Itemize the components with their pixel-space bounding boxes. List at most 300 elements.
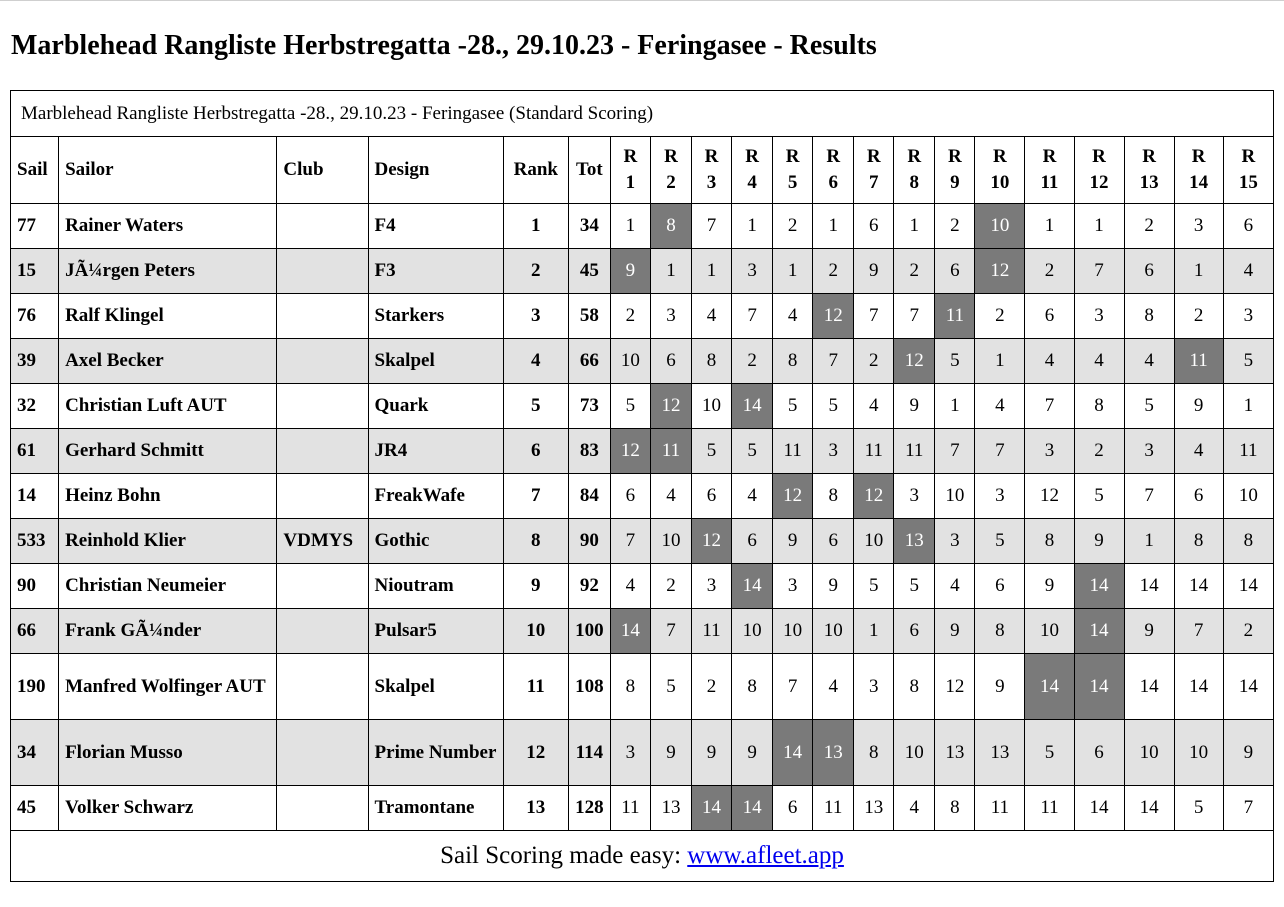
race-score-cell: 6 xyxy=(894,609,935,654)
race-score-cell: 4 xyxy=(854,384,894,429)
race-score-cell: 6 xyxy=(935,249,975,294)
race-score-cell: 11 xyxy=(610,786,650,831)
header-race-prefix: R xyxy=(826,146,841,167)
race-score-cell: 14 xyxy=(773,720,813,786)
race-score-cell: 8 xyxy=(935,786,975,831)
race-score-cell: 2 xyxy=(692,654,732,720)
table-row xyxy=(11,294,1274,339)
race-score-cell: 8 xyxy=(854,720,894,786)
sail-cell: 190 xyxy=(11,654,59,720)
race-score-cell: 3 xyxy=(1174,204,1223,249)
race-score-cell: 12 xyxy=(854,474,894,519)
header-race-prefix: R xyxy=(623,146,638,167)
footer-text: Sail Scoring made easy: xyxy=(440,842,688,869)
header-race-prefix: R xyxy=(745,146,759,167)
race-score-cell: 6 xyxy=(1124,249,1174,294)
race-score-cell: 9 xyxy=(1174,384,1223,429)
sail-cell: 15 xyxy=(11,249,59,294)
race-score-cell: 14 xyxy=(692,786,732,831)
race-score-cell: 4 xyxy=(1223,249,1273,294)
header-design: Design xyxy=(368,137,503,204)
race-score-cell: 5 xyxy=(975,519,1025,564)
table-row xyxy=(11,564,1274,609)
club-cell xyxy=(277,474,368,519)
header-race-14 xyxy=(1174,137,1223,204)
race-score-cell: 5 xyxy=(1124,384,1174,429)
race-score-cell: 12 xyxy=(1025,474,1074,519)
race-score-cell: 9 xyxy=(813,564,854,609)
header-race-prefix: R xyxy=(704,146,719,167)
race-score-cell: 1 xyxy=(692,249,732,294)
rank-cell: 4 xyxy=(503,339,568,384)
race-score-cell: 1 xyxy=(773,249,813,294)
race-score-cell: 1 xyxy=(650,249,691,294)
header-race-number: 4 xyxy=(747,172,757,193)
race-score-cell: 10 xyxy=(1174,720,1223,786)
race-score-cell: 8 xyxy=(1223,519,1273,564)
header-race-prefix: R xyxy=(1042,146,1057,167)
design-cell: Pulsar5 xyxy=(368,609,503,654)
race-score-cell: 13 xyxy=(650,786,691,831)
race-score-cell: 13 xyxy=(813,720,854,786)
race-score-cell: 12 xyxy=(975,249,1025,294)
tot-cell: 100 xyxy=(568,609,610,654)
race-score-cell: 14 xyxy=(732,564,773,609)
table-row xyxy=(11,720,1274,786)
header-race-number: 9 xyxy=(950,172,960,193)
race-score-cell: 6 xyxy=(1223,204,1273,249)
rank-cell: 10 xyxy=(503,609,568,654)
header-race-prefix: R xyxy=(1241,146,1256,167)
race-score-cell: 2 xyxy=(1124,204,1174,249)
race-score-cell: 8 xyxy=(773,339,813,384)
race-score-cell: 10 xyxy=(1223,474,1273,519)
race-score-cell: 12 xyxy=(610,429,650,474)
design-cell: JR4 xyxy=(368,429,503,474)
race-score-cell: 10 xyxy=(813,609,854,654)
afleet-link[interactable]: www.afleet.app xyxy=(687,842,844,869)
rank-cell: 11 xyxy=(503,654,568,720)
race-score-cell: 5 xyxy=(935,339,975,384)
race-score-cell: 3 xyxy=(894,474,935,519)
sail-cell: 76 xyxy=(11,294,59,339)
rank-cell: 8 xyxy=(503,519,568,564)
race-score-cell: 11 xyxy=(773,429,813,474)
race-score-cell: 4 xyxy=(692,294,732,339)
club-cell: VDMYS xyxy=(277,519,368,564)
race-score-cell: 11 xyxy=(935,294,975,339)
sail-cell: 61 xyxy=(11,429,59,474)
race-score-cell: 1 xyxy=(854,609,894,654)
race-score-cell: 3 xyxy=(1025,429,1074,474)
race-score-cell: 3 xyxy=(975,474,1025,519)
race-score-cell: 7 xyxy=(894,294,935,339)
race-score-cell: 10 xyxy=(854,519,894,564)
race-score-cell: 2 xyxy=(894,249,935,294)
rank-cell: 13 xyxy=(503,786,568,831)
race-score-cell: 5 xyxy=(773,384,813,429)
race-score-cell: 5 xyxy=(610,384,650,429)
race-score-cell: 8 xyxy=(1174,519,1223,564)
club-cell xyxy=(277,384,368,429)
race-score-cell: 8 xyxy=(813,474,854,519)
sail-cell: 34 xyxy=(11,720,59,786)
race-score-cell: 6 xyxy=(1025,294,1074,339)
race-score-cell: 3 xyxy=(732,249,773,294)
race-score-cell: 6 xyxy=(650,339,691,384)
race-score-cell: 14 xyxy=(1074,786,1124,831)
table-row xyxy=(11,249,1274,294)
page-title: Marblehead Rangliste Herbstregatta -28., 29.10.23 - Feringasee - Results xyxy=(11,30,877,61)
sailor-cell: Heinz Bohn xyxy=(59,474,277,519)
sailor-cell: Gerhard Schmitt xyxy=(59,429,277,474)
header-race-prefix: R xyxy=(1092,146,1106,167)
header-race-number: 15 xyxy=(1238,172,1258,193)
header-race-number: 10 xyxy=(990,172,1010,193)
race-score-cell: 5 xyxy=(894,564,935,609)
race-score-cell: 10 xyxy=(650,519,691,564)
header-race-number: 7 xyxy=(868,172,879,193)
header-race-prefix: R xyxy=(866,146,881,167)
race-score-cell: 6 xyxy=(975,564,1025,609)
header-race-number: 1 xyxy=(625,172,636,193)
race-score-cell: 10 xyxy=(975,204,1025,249)
race-score-cell: 14 xyxy=(1074,609,1124,654)
race-score-cell: 4 xyxy=(894,786,935,831)
race-score-cell: 7 xyxy=(650,609,691,654)
race-score-cell: 7 xyxy=(854,294,894,339)
race-score-cell: 8 xyxy=(1074,384,1124,429)
race-score-cell: 4 xyxy=(773,294,813,339)
club-cell xyxy=(277,429,368,474)
rank-cell: 1 xyxy=(503,204,568,249)
tot-cell: 34 xyxy=(568,204,610,249)
club-cell xyxy=(277,609,368,654)
race-score-cell: 14 xyxy=(1025,654,1074,720)
race-score-cell: 9 xyxy=(773,519,813,564)
club-cell xyxy=(277,294,368,339)
header-race-prefix: R xyxy=(907,146,922,167)
table-row xyxy=(11,384,1274,429)
sail-cell: 45 xyxy=(11,786,59,831)
header-sail: Sail xyxy=(11,137,59,204)
race-score-cell: 2 xyxy=(854,339,894,384)
race-score-cell: 7 xyxy=(1124,474,1174,519)
tot-cell: 45 xyxy=(568,249,610,294)
race-score-cell: 2 xyxy=(935,204,975,249)
race-score-cell: 4 xyxy=(1174,429,1223,474)
race-score-cell: 10 xyxy=(692,384,732,429)
design-cell: F3 xyxy=(368,249,503,294)
header-race-9 xyxy=(935,137,975,204)
tot-cell: 114 xyxy=(568,720,610,786)
race-score-cell: 12 xyxy=(692,519,732,564)
race-score-cell: 9 xyxy=(975,654,1025,720)
sail-cell: 66 xyxy=(11,609,59,654)
race-score-cell: 2 xyxy=(610,294,650,339)
race-score-cell: 14 xyxy=(1174,654,1223,720)
race-score-cell: 2 xyxy=(1074,429,1124,474)
race-score-cell: 9 xyxy=(854,249,894,294)
race-score-cell: 3 xyxy=(935,519,975,564)
race-score-cell: 9 xyxy=(894,384,935,429)
race-score-cell: 5 xyxy=(650,654,691,720)
race-score-cell: 11 xyxy=(1025,786,1074,831)
race-score-cell: 8 xyxy=(732,654,773,720)
results-table xyxy=(10,90,1274,882)
design-cell: Skalpel xyxy=(368,654,503,720)
sailor-cell: Volker Schwarz xyxy=(59,786,277,831)
table-row xyxy=(11,654,1274,720)
race-score-cell: 3 xyxy=(650,294,691,339)
race-score-cell: 14 xyxy=(732,384,773,429)
club-cell xyxy=(277,249,368,294)
sail-cell: 90 xyxy=(11,564,59,609)
race-score-cell: 1 xyxy=(1074,204,1124,249)
header-race-prefix: R xyxy=(1191,146,1206,167)
race-score-cell: 14 xyxy=(1223,654,1273,720)
race-score-cell: 10 xyxy=(732,609,773,654)
design-cell: Skalpel xyxy=(368,339,503,384)
table-row xyxy=(11,339,1274,384)
race-score-cell: 10 xyxy=(610,339,650,384)
race-score-cell: 2 xyxy=(732,339,773,384)
footer-cell xyxy=(11,831,1274,882)
tot-cell: 83 xyxy=(568,429,610,474)
table-caption: Marblehead Rangliste Herbstregatta -28., 29.10.23 - Feringasee (Standard Scoring) xyxy=(11,91,1274,137)
race-score-cell: 5 xyxy=(692,429,732,474)
race-score-cell: 9 xyxy=(1074,519,1124,564)
header-race-15 xyxy=(1223,137,1273,204)
rank-cell: 3 xyxy=(503,294,568,339)
race-score-cell: 9 xyxy=(732,720,773,786)
design-cell: Prime Number xyxy=(368,720,503,786)
race-score-cell: 7 xyxy=(935,429,975,474)
club-cell xyxy=(277,204,368,249)
rank-cell: 7 xyxy=(503,474,568,519)
table-caption-row xyxy=(11,91,1274,137)
race-score-cell: 3 xyxy=(854,654,894,720)
race-score-cell: 1 xyxy=(610,204,650,249)
race-score-cell: 13 xyxy=(894,519,935,564)
table-row xyxy=(11,519,1274,564)
race-score-cell: 2 xyxy=(1174,294,1223,339)
race-score-cell: 13 xyxy=(975,720,1025,786)
race-score-cell: 4 xyxy=(610,564,650,609)
race-score-cell: 8 xyxy=(1124,294,1174,339)
race-score-cell: 11 xyxy=(692,609,732,654)
race-score-cell: 9 xyxy=(935,609,975,654)
race-score-cell: 2 xyxy=(650,564,691,609)
header-tot: Tot xyxy=(568,137,610,204)
header-race-12 xyxy=(1074,137,1124,204)
race-score-cell: 3 xyxy=(1124,429,1174,474)
header-race-1 xyxy=(610,137,650,204)
race-score-cell: 2 xyxy=(813,249,854,294)
design-cell: Nioutram xyxy=(368,564,503,609)
race-score-cell: 3 xyxy=(1223,294,1273,339)
race-score-cell: 1 xyxy=(1223,384,1273,429)
header-race-number: 2 xyxy=(666,172,676,193)
header-race-number: 3 xyxy=(706,172,717,193)
header-rank: Rank xyxy=(503,137,568,204)
race-score-cell: 7 xyxy=(692,204,732,249)
tot-cell: 58 xyxy=(568,294,610,339)
race-score-cell: 8 xyxy=(894,654,935,720)
race-score-cell: 6 xyxy=(813,519,854,564)
sailor-cell: Ralf Klingel xyxy=(59,294,277,339)
race-score-cell: 9 xyxy=(1223,720,1273,786)
rank-cell: 5 xyxy=(503,384,568,429)
race-score-cell: 13 xyxy=(854,786,894,831)
header-race-number: 8 xyxy=(909,172,920,193)
header-race-2 xyxy=(650,137,691,204)
race-score-cell: 4 xyxy=(935,564,975,609)
table-row xyxy=(11,204,1274,249)
race-score-cell: 6 xyxy=(610,474,650,519)
race-score-cell: 5 xyxy=(813,384,854,429)
race-score-cell: 9 xyxy=(650,720,691,786)
table-row xyxy=(11,429,1274,474)
race-score-cell: 10 xyxy=(935,474,975,519)
race-score-cell: 7 xyxy=(1025,384,1074,429)
header-race-prefix: R xyxy=(993,146,1007,167)
race-score-cell: 14 xyxy=(1124,786,1174,831)
race-score-cell: 5 xyxy=(1025,720,1074,786)
sailor-cell: Axel Becker xyxy=(59,339,277,384)
header-race-number: 5 xyxy=(787,172,798,193)
sailor-cell: Christian Neumeier xyxy=(59,564,277,609)
header-race-prefix: R xyxy=(1142,146,1156,167)
club-cell xyxy=(277,720,368,786)
header-race-4 xyxy=(732,137,773,204)
rank-cell: 2 xyxy=(503,249,568,294)
sailor-cell: Manfred Wolfinger AUT xyxy=(59,654,277,720)
race-score-cell: 1 xyxy=(813,204,854,249)
race-score-cell: 7 xyxy=(1074,249,1124,294)
header-race-7 xyxy=(854,137,894,204)
race-score-cell: 1 xyxy=(935,384,975,429)
race-score-cell: 14 xyxy=(610,609,650,654)
tot-cell: 92 xyxy=(568,564,610,609)
rank-cell: 6 xyxy=(503,429,568,474)
race-score-cell: 3 xyxy=(1074,294,1124,339)
race-score-cell: 12 xyxy=(650,384,691,429)
race-score-cell: 14 xyxy=(1223,564,1273,609)
race-score-cell: 14 xyxy=(732,786,773,831)
race-score-cell: 10 xyxy=(1025,609,1074,654)
tot-cell: 73 xyxy=(568,384,610,429)
club-cell xyxy=(277,654,368,720)
rank-cell: 12 xyxy=(503,720,568,786)
race-score-cell: 5 xyxy=(854,564,894,609)
header-race-13 xyxy=(1124,137,1174,204)
race-score-cell: 1 xyxy=(1124,519,1174,564)
race-score-cell: 5 xyxy=(1074,474,1124,519)
rank-cell: 9 xyxy=(503,564,568,609)
club-cell xyxy=(277,786,368,831)
race-score-cell: 11 xyxy=(1223,429,1273,474)
race-score-cell: 10 xyxy=(1124,720,1174,786)
race-score-cell: 8 xyxy=(610,654,650,720)
race-score-cell: 2 xyxy=(1223,609,1273,654)
header-race-6 xyxy=(813,137,854,204)
design-cell: Quark xyxy=(368,384,503,429)
tot-cell: 66 xyxy=(568,339,610,384)
tot-cell: 108 xyxy=(568,654,610,720)
header-club: Club xyxy=(277,137,368,204)
tot-cell: 90 xyxy=(568,519,610,564)
race-score-cell: 7 xyxy=(1174,609,1223,654)
race-score-cell: 12 xyxy=(773,474,813,519)
race-score-cell: 6 xyxy=(692,474,732,519)
race-score-cell: 11 xyxy=(1174,339,1223,384)
header-race-number: 13 xyxy=(1139,172,1159,193)
header-race-3 xyxy=(692,137,732,204)
sail-cell: 77 xyxy=(11,204,59,249)
design-cell: Gothic xyxy=(368,519,503,564)
design-cell: Starkers xyxy=(368,294,503,339)
race-score-cell: 9 xyxy=(692,720,732,786)
race-score-cell: 14 xyxy=(1124,654,1174,720)
race-score-cell: 8 xyxy=(1025,519,1074,564)
race-score-cell: 7 xyxy=(610,519,650,564)
race-score-cell: 7 xyxy=(813,339,854,384)
race-score-cell: 4 xyxy=(975,384,1025,429)
race-score-cell: 4 xyxy=(1124,339,1174,384)
header-race-prefix: R xyxy=(664,146,678,167)
race-score-cell: 6 xyxy=(773,786,813,831)
race-score-cell: 6 xyxy=(1074,720,1124,786)
sail-cell: 39 xyxy=(11,339,59,384)
race-score-cell: 6 xyxy=(732,519,773,564)
race-score-cell: 10 xyxy=(894,720,935,786)
sailor-cell: Florian Musso xyxy=(59,720,277,786)
race-score-cell: 11 xyxy=(813,786,854,831)
race-score-cell: 14 xyxy=(1074,564,1124,609)
race-score-cell: 3 xyxy=(773,564,813,609)
header-race-number: 11 xyxy=(1040,172,1059,193)
race-score-cell: 5 xyxy=(1174,786,1223,831)
sail-cell: 533 xyxy=(11,519,59,564)
race-score-cell: 11 xyxy=(894,429,935,474)
header-race-10 xyxy=(975,137,1025,204)
race-score-cell: 3 xyxy=(692,564,732,609)
sail-cell: 14 xyxy=(11,474,59,519)
race-score-cell: 4 xyxy=(1025,339,1074,384)
club-cell xyxy=(277,564,368,609)
race-score-cell: 14 xyxy=(1124,564,1174,609)
race-score-cell: 1 xyxy=(975,339,1025,384)
race-score-cell: 4 xyxy=(813,654,854,720)
header-race-number: 14 xyxy=(1189,172,1209,193)
table-row xyxy=(11,609,1274,654)
race-score-cell: 8 xyxy=(692,339,732,384)
tot-cell: 128 xyxy=(568,786,610,831)
race-score-cell: 3 xyxy=(813,429,854,474)
table-row xyxy=(11,474,1274,519)
race-score-cell: 14 xyxy=(1074,654,1124,720)
race-score-cell: 7 xyxy=(1223,786,1273,831)
race-score-cell: 7 xyxy=(732,294,773,339)
race-score-cell: 9 xyxy=(1025,564,1074,609)
header-race-number: 12 xyxy=(1089,172,1109,193)
header-race-number: 6 xyxy=(828,172,838,193)
header-race-11 xyxy=(1025,137,1074,204)
header-sailor: Sailor xyxy=(59,137,277,204)
race-score-cell: 12 xyxy=(813,294,854,339)
race-score-cell: 8 xyxy=(975,609,1025,654)
